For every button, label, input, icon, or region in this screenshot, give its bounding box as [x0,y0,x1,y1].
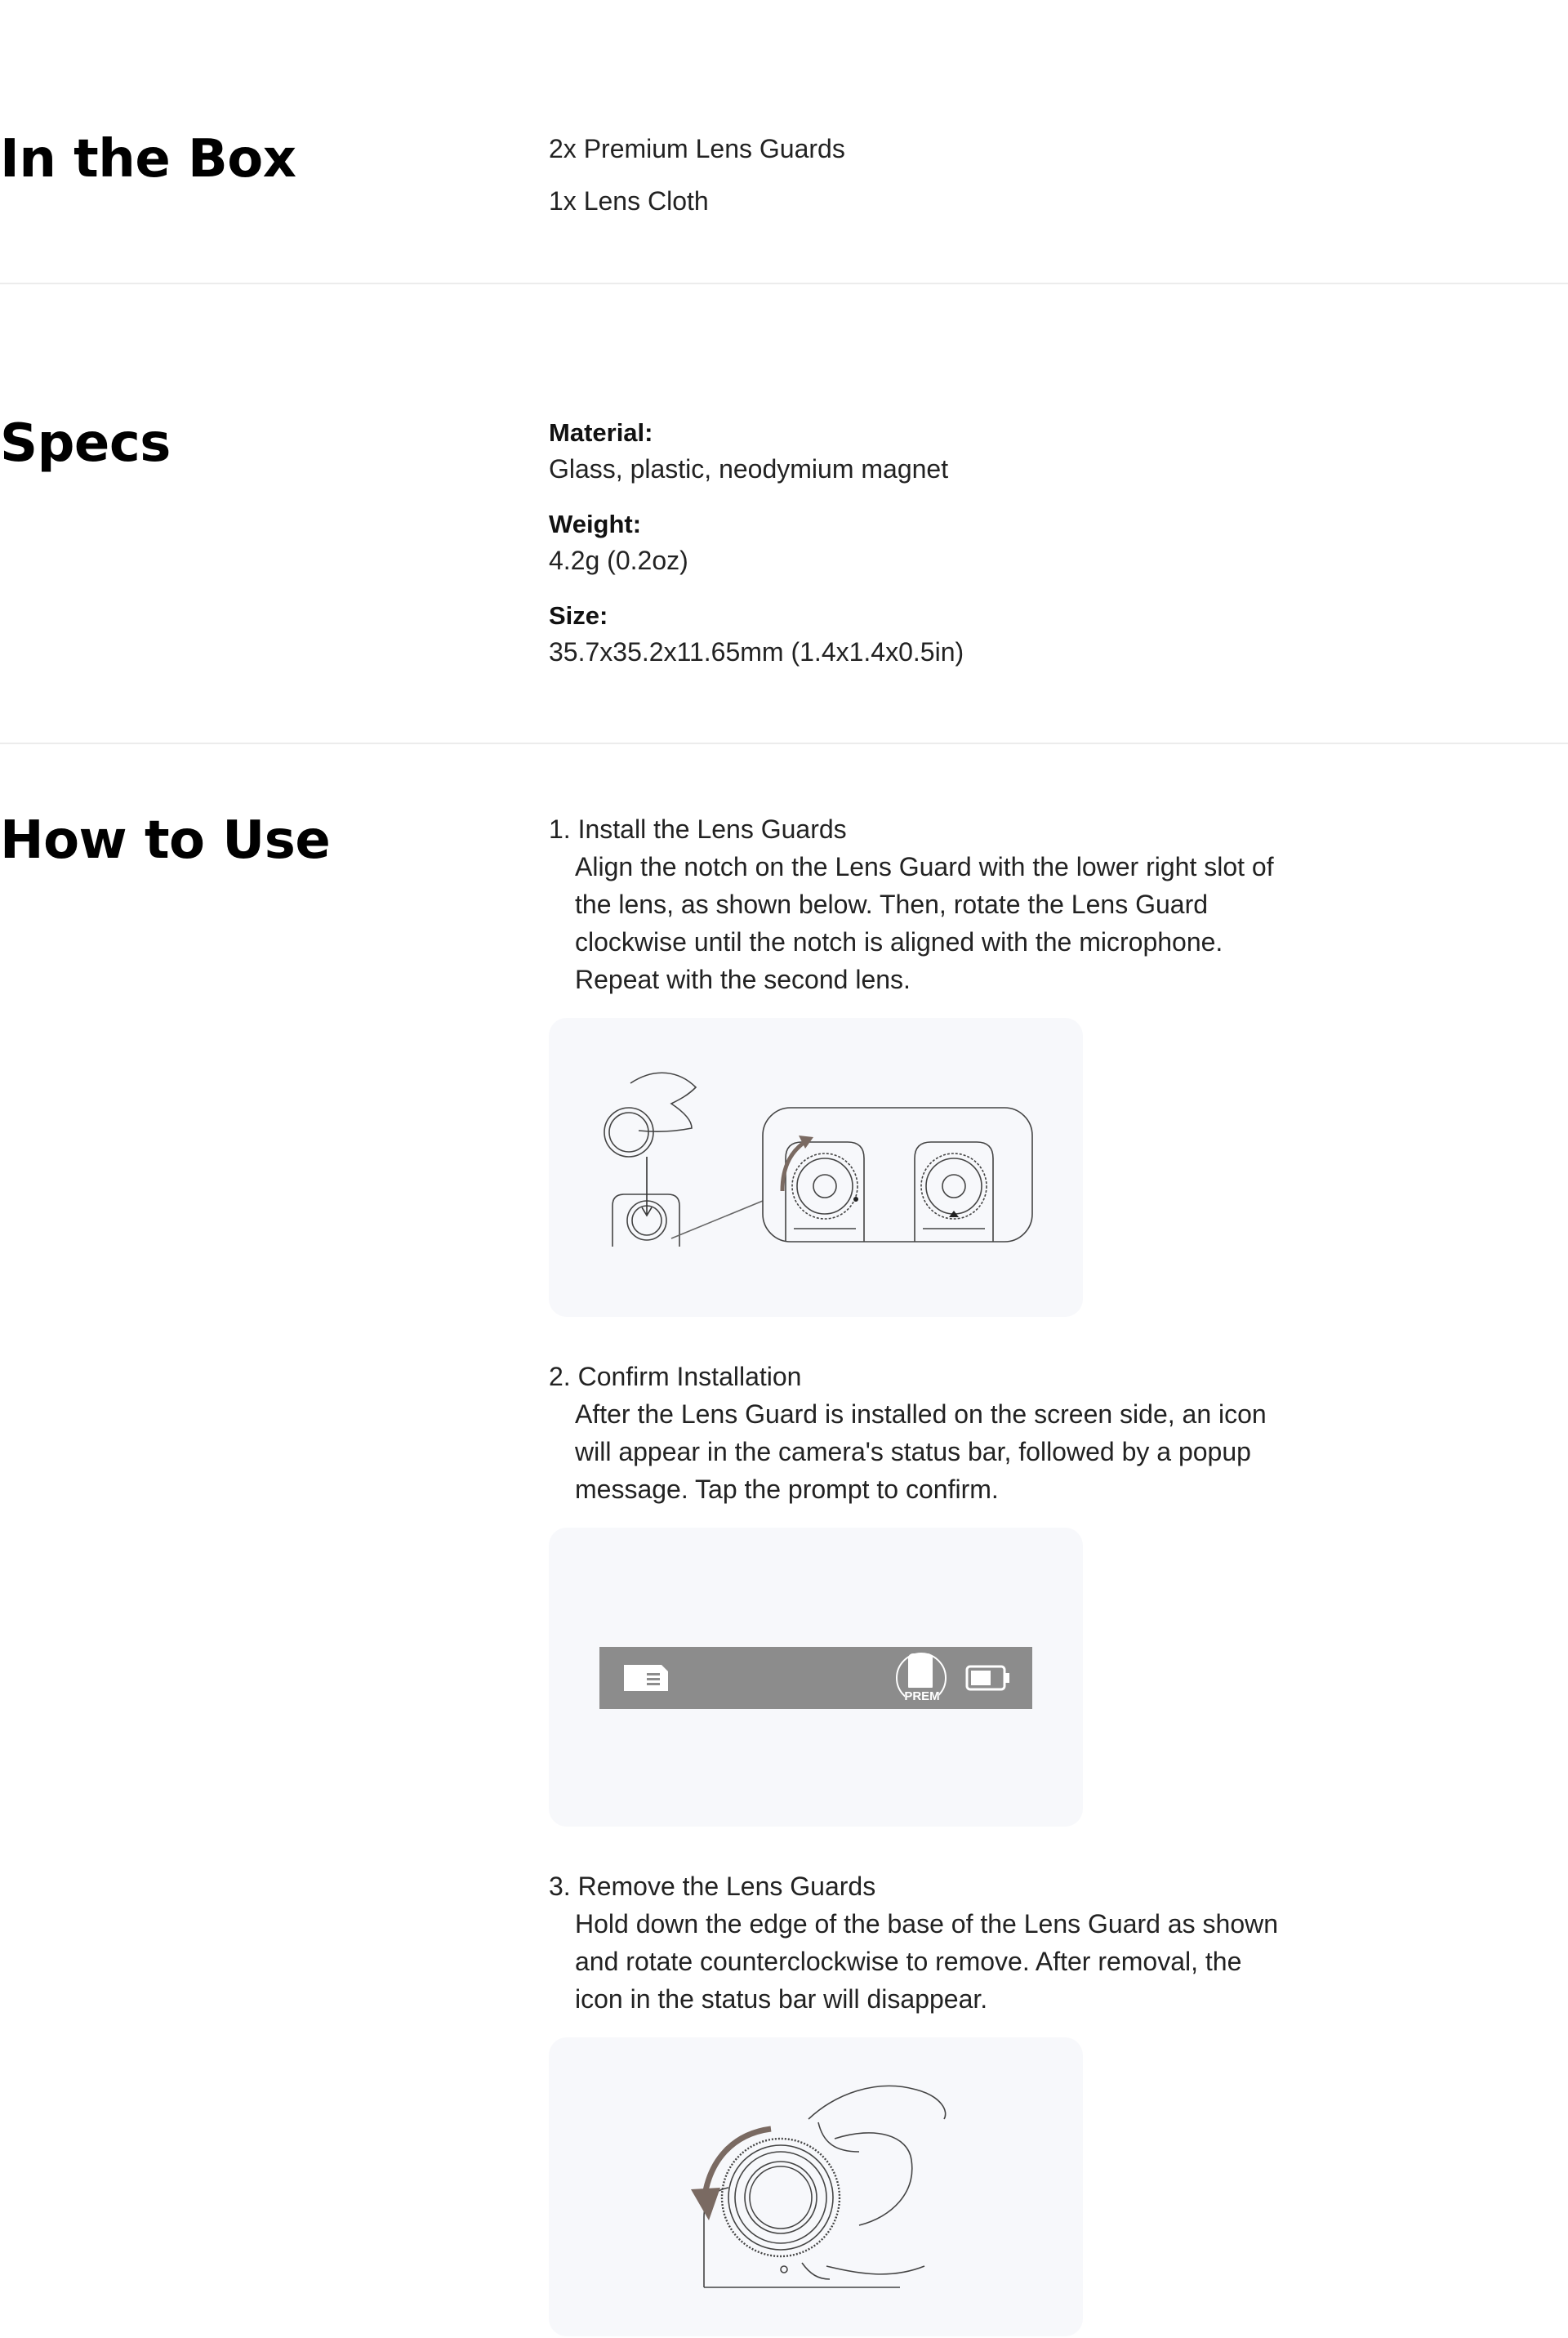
install-illustration [549,1018,1083,1317]
step-body-line: will appear in the camera's status bar, followed by a popup [575,1437,1251,1466]
step-body-line: icon in the status bar will disappear. [575,1984,988,2014]
install-lens-guard-drawing [549,1018,1083,1317]
prem-badge: PREM [904,1689,940,1703]
how-to-use-heading: How to Use [0,810,331,871]
box-item: 1x Lens Cloth [549,186,709,216]
in-the-box-heading: In the Box [0,129,296,190]
step-body-line: Repeat with the second lens. [575,965,911,994]
step-body-line: Align the notch on the Lens Guard with the lower right slot of [575,852,1274,881]
step-body-line: message. Tap the prompt to confirm. [575,1475,999,1504]
spec-material [549,415,1284,487]
section-divider [0,283,1568,284]
status-bar-illustration [549,1528,1083,1827]
spec-label: Material: [549,418,653,447]
remove-lens-guard-drawing [549,2037,1083,2336]
step-title: 2. Confirm Installation [549,1362,802,1391]
remove-illustration [549,2037,1083,2336]
step-body-line: Hold down the edge of the base of the Lens Guard as shown [575,1909,1279,1939]
spec-size [549,598,1284,670]
step-title: 1. Install the Lens Guards [549,814,847,844]
spec-value: 35.7x35.2x11.65mm (1.4x1.4x0.5in) [549,637,964,667]
step-body-line: clockwise until the notch is aligned with the microphone. [575,927,1223,957]
step-title: 3. Remove the Lens Guards [549,1872,876,1901]
spec-value: Glass, plastic, neodymium magnet [549,454,949,484]
specs-heading: Specs [0,413,171,474]
box-item: 2x Premium Lens Guards [549,134,845,163]
step-3 [549,1867,1284,2018]
sd-card-icon [624,1665,668,1691]
step-body-line: the lens, as shown below. Then, rotate the Lens Guard [575,890,1209,919]
spec-weight [549,506,1284,578]
step-body-line: and rotate counterclockwise to remove. After removal, the [575,1947,1242,1976]
specs-list [549,415,1284,670]
section-divider [0,743,1568,744]
in-the-box-list [549,132,1284,217]
spec-label: Weight: [549,510,642,538]
step-body-line: After the Lens Guard is installed on the screen side, an icon [575,1399,1267,1429]
status-bar-drawing [549,1528,1083,1827]
step-2 [549,1358,1284,1508]
spec-label: Size: [549,601,608,630]
step-1 [549,810,1284,998]
spec-value: 4.2g (0.2oz) [549,546,688,575]
